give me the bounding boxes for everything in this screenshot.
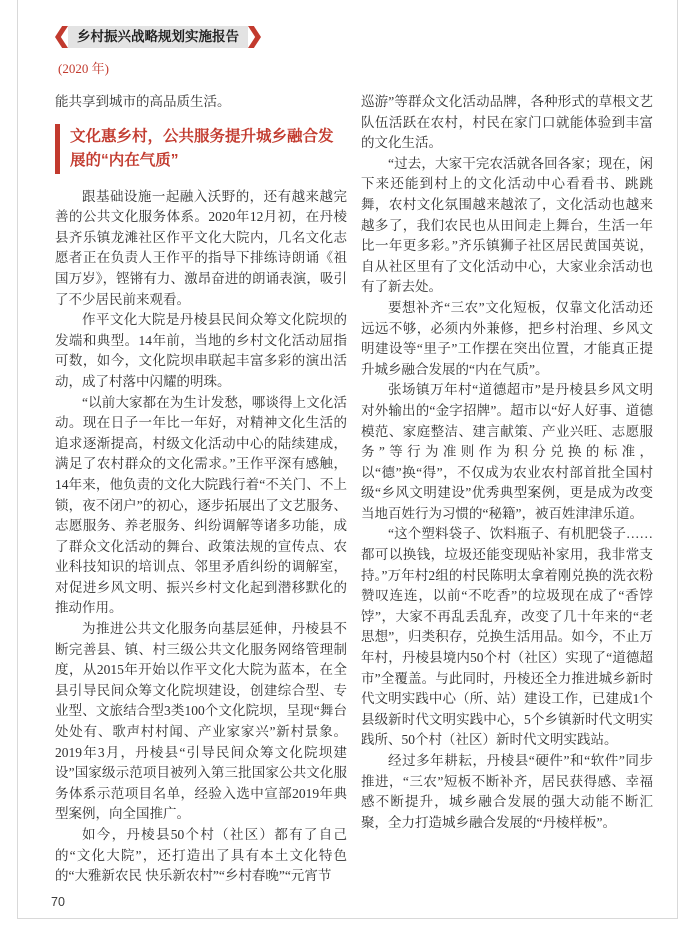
two-column-body	[55, 92, 653, 887]
report-badge	[55, 26, 261, 48]
badge-chevron-left-icon	[55, 26, 68, 48]
left-column	[55, 92, 347, 887]
paragraph: “以前大家都在为生计发愁，哪谈得上文化活动。现在日子一年比一年好，对精神文化生活的追求逐渐提高，村级文化活动中心的陆续建成，满足了农村群众的文化需求。”王作平深有感触，14年来，他负责的文化大院践行着“不关门、不上锁，夜不闭户”的初心，逐步拓展出了文艺服务、志愿服务、养老服务、纠纷调解等诸多功能，成了群众文化活动的舞台、政策法规的宣传点、农业科技知识的培训点、邻里矛盾纠纷的调解室，对促进乡风文明、振兴乡村文化起到潜移默化的推动作用。	[55, 394, 347, 616]
paragraph: 为推进公共文化服务向基层延伸，丹棱县不断完善县、镇、村三级公共文化服务网络管理制度，从2015年开始以作平文化大院为蓝本，在全县引导民间众筹文化院坝建设，创建综合型、专业型、文旅结合型3类100个文化院坝，呈现“舞台处处有、歌声村村闻、产业家家兴”新村景象。2019年3月，丹棱县“引导民间众筹文化院坝建设”国家级示范项目被列入第三批国家公共文化服务体系示范项目名单，经验入选中宣部2019年典型案例，向全国推广。	[55, 621, 347, 822]
paragraph: “过去，大家干完农活就各回各家；现在，闲下来还能到村上的文化活动中心看看书、跳跳舞，农村文化氛围越来越浓了，文化活动也越来越多了，我们农民也从田间走上舞台，生活一年比一年更多彩。”齐乐镇狮子社区居民黄国英说，自从社区里有了文化活动中心，大家业余活动也有了新去处。	[361, 155, 653, 295]
page-number: 70	[51, 895, 65, 909]
badge-chevron-right-icon	[248, 26, 261, 48]
page-header	[55, 26, 653, 77]
section-heading: 文化惠乡村，公共服务提升城乡融合发展的“内在气质”	[55, 124, 347, 174]
paragraph: “这个塑料袋子、饮料瓶子、有机肥袋子……都可以换钱，垃圾还能变现贴补家用，我非常支持。”万年村2组的村民陈明太拿着刚兑换的洗衣粉赞叹连连，以前“不吃香”的垃圾现在成了“香饽饽”，大家不再乱丢乱弃，改变了几十年来的“老思想”，归类积存，兑换生活用品。如今，不止万年村，丹棱县境内50个村（社区）实现了“道德超市”全覆盖。与此同时，丹棱还全力推进城乡新时代文明实践中心（所、站）建设工作，已建成1个县级新时代文明实践中心，5个乡镇新时代文明实践所、50个村（社区）新时代文明实践站。	[361, 526, 653, 748]
badge-year: (2020 年)	[58, 61, 109, 76]
paragraph: 张场镇万年村“道德超市”是丹棱县乡风文明对外输出的“金字招牌”。超市以“好人好事、道德模范、家庭整洁、建言献策、产业兴旺、志愿服务”等行为准则作为积分兑换的标准，以“德”换“得”，不仅成为农业农村部首批全国村级“乡风文明建设”优秀典型案例，更是成为改变当地百姓行为习惯的“秘籍”，被百姓津津乐道。	[361, 382, 653, 521]
continuation-line: 能共享到城市的高品质生活。	[55, 94, 231, 109]
paragraph: 跟基础设施一起融入沃野的，还有越来越完善的公共文化服务体系。2020年12月初，在丹棱县齐乐镇龙滩社区作平文化大院内，几名文化志愿者正在负责人王作平的指导下排练诗朗诵《祖国万岁》，铿锵有力、激昂奋进的朗诵表演，吸引了不少居民前来观看。	[55, 188, 347, 307]
paragraph: 要想补齐“三农”文化短板，仅靠文化活动还远远不够，必须内外兼修，把乡村治理、乡风文明建设等“里子”工作摆在突出位置，才能真正提升城乡融合发展的“内在气质”。	[361, 299, 653, 377]
paragraph: 巡游”等群众文化活动品牌，各种形式的草根文艺队伍活跃在农村，村民在家门口就能体验到丰富的文化生活。	[361, 94, 653, 151]
paragraph: 经过多年耕耘，丹棱县“硬件”和“软件”同步推进，“三农”短板不断补齐，居民获得感、幸福感不断提升，城乡融合发展的强大动能不断汇聚，全力打造城乡融合发展的“丹棱样板”。	[361, 753, 653, 830]
right-column	[361, 92, 653, 887]
badge-title: 乡村振兴战略规划实施报告	[68, 26, 248, 48]
paragraph: 如今，丹棱县50个村（社区）都有了自己的“文化大院”，还打造出了具有本土文化特色的“大雅新农民 快乐新农村”“乡村春晚”“元宵节	[55, 827, 347, 884]
paragraph: 作平文化大院是丹棱县民间众筹文化院坝的发端和典型。14年前，当地的乡村文化活动屈指可数，如今，文化院坝串联起丰富多彩的演出活动，成了村落中闪耀的明珠。	[55, 312, 347, 389]
report-page	[17, 0, 678, 919]
